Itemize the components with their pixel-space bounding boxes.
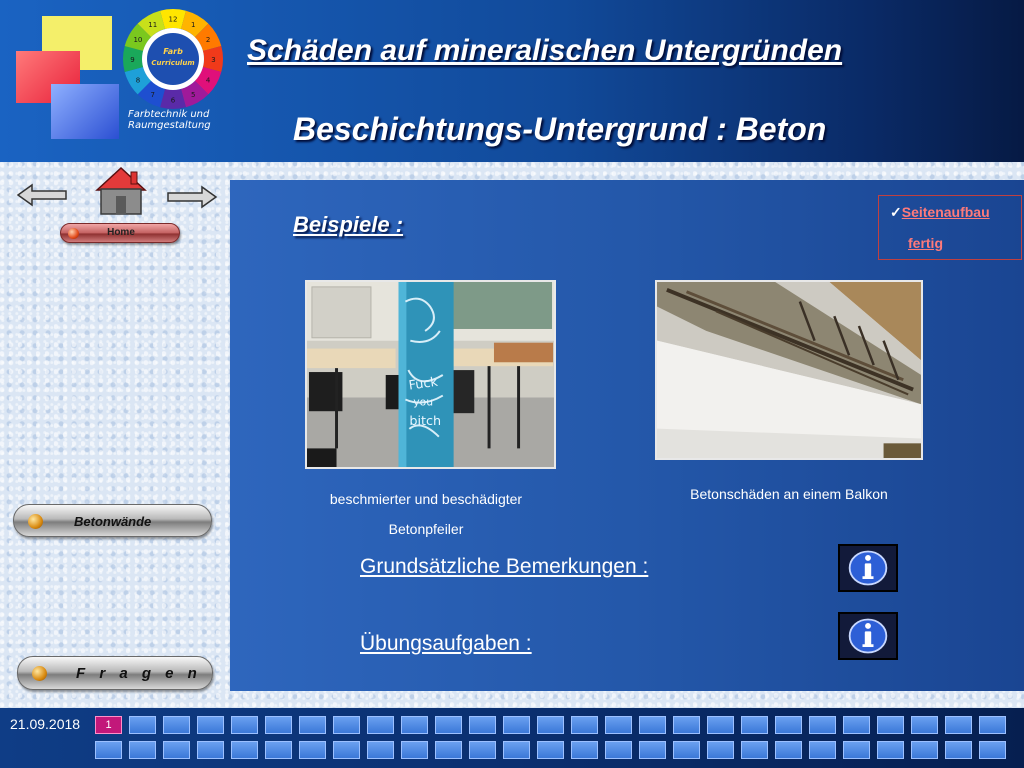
logo-wheel-number: 4 xyxy=(205,76,211,85)
page-nav-cell[interactable] xyxy=(537,716,564,734)
status-seitenaufbau-label: Seitenaufbau xyxy=(901,204,990,220)
logo-wheel-number: 11 xyxy=(148,20,158,29)
page-nav-cell[interactable] xyxy=(979,741,1006,759)
page-nav-cell[interactable] xyxy=(435,716,462,734)
info-icon[interactable] xyxy=(838,612,898,660)
svg-text:Fuck: Fuck xyxy=(407,374,439,394)
page-nav-cell[interactable] xyxy=(95,741,122,759)
page-nav-cell[interactable] xyxy=(469,716,496,734)
page-nav-current[interactable]: 1 xyxy=(95,716,122,734)
logo-wheel-number: 10 xyxy=(133,35,143,44)
bullet-icon xyxy=(32,666,47,681)
page-nav-cell[interactable] xyxy=(639,741,666,759)
status-seitenaufbau[interactable] xyxy=(890,204,990,221)
status-fertig[interactable]: fertig xyxy=(908,235,943,251)
logo-wheel-number: 9 xyxy=(130,56,135,64)
page-nav-cell[interactable] xyxy=(639,716,666,734)
page-nav-cell[interactable] xyxy=(231,741,258,759)
page-nav-cell[interactable] xyxy=(673,716,700,734)
page-nav-cell[interactable] xyxy=(163,741,190,759)
page-nav-cell[interactable] xyxy=(945,716,972,734)
bullet-icon xyxy=(28,514,43,529)
page-nav-cell[interactable] xyxy=(843,741,870,759)
page-nav-cell[interactable] xyxy=(979,716,1006,734)
logo-wheel-number: 2 xyxy=(205,35,211,44)
info-icon[interactable] xyxy=(838,544,898,592)
page-nav-cell[interactable] xyxy=(571,716,598,734)
arrow-right-icon[interactable] xyxy=(166,185,218,209)
arrow-left-icon[interactable] xyxy=(16,183,68,207)
page-nav-cell[interactable] xyxy=(537,741,564,759)
betonwaende-button-label: Betonwände xyxy=(74,514,152,529)
page-subtitle: Beschichtungs-Untergrund : Beton xyxy=(293,111,827,147)
betonwaende-button[interactable] xyxy=(13,504,212,537)
logo-wheel-number: 8 xyxy=(135,76,141,85)
page-nav-cell[interactable] xyxy=(299,741,326,759)
logo-caption-line2: Raumgestaltung xyxy=(128,120,211,131)
page-nav-cell[interactable] xyxy=(809,716,836,734)
page-nav-cell[interactable] xyxy=(571,741,598,759)
page-nav-row-1 xyxy=(95,716,1006,734)
page-nav-cell[interactable] xyxy=(707,741,734,759)
page-nav-cell[interactable] xyxy=(367,741,394,759)
page-nav-cell[interactable] xyxy=(299,716,326,734)
page-nav-cell[interactable] xyxy=(197,741,224,759)
page-nav-cell[interactable] xyxy=(877,716,904,734)
date-label: 21.09.2018 xyxy=(10,716,81,732)
page-nav-cell[interactable] xyxy=(877,741,904,759)
logo-wheel-number: 1 xyxy=(191,20,196,29)
page-title: Schäden auf mineralischen Untergründen xyxy=(247,34,843,67)
page-nav-cell[interactable] xyxy=(367,716,394,734)
page-nav-cell[interactable] xyxy=(911,716,938,734)
photo-betonpfeiler xyxy=(305,280,556,469)
page-nav-cell[interactable] xyxy=(197,716,224,734)
svg-text:you: you xyxy=(413,395,434,409)
decor-square-blue xyxy=(51,84,119,139)
caption-balkon: Betonschäden an einem Balkon xyxy=(690,486,888,502)
page-nav-cell[interactable] xyxy=(163,716,190,734)
page-nav-cell[interactable] xyxy=(775,741,802,759)
uebungsaufgaben-link[interactable]: Übungsaufgaben : xyxy=(360,632,532,655)
fragen-button[interactable] xyxy=(17,656,213,690)
home-button[interactable] xyxy=(60,223,180,243)
beispiele-heading: Beispiele : xyxy=(293,212,404,237)
logo-wheel-number: 5 xyxy=(191,91,196,100)
logo-caption-line1: Farbtechnik und xyxy=(128,109,210,120)
page-nav-cell[interactable] xyxy=(469,741,496,759)
page-nav-row-2 xyxy=(95,741,1006,759)
page-nav-cell[interactable] xyxy=(333,716,360,734)
logo-text-farb: Farb xyxy=(163,47,183,56)
page-nav-cell[interactable] xyxy=(673,741,700,759)
svg-text:bitch: bitch xyxy=(409,413,442,429)
page-nav-cell[interactable] xyxy=(843,716,870,734)
logo-caption xyxy=(128,109,228,131)
caption-betonpfeiler-line2: Betonpfeiler xyxy=(388,521,464,537)
photo-balkon xyxy=(655,280,923,460)
page-nav-cell[interactable] xyxy=(265,716,292,734)
farb-curriculum-logo xyxy=(122,8,224,110)
page-nav-cell[interactable] xyxy=(707,716,734,734)
fragen-button-label: F r a g e n xyxy=(76,665,202,682)
logo-wheel-number: 6 xyxy=(170,96,176,105)
page-nav-cell[interactable] xyxy=(231,716,258,734)
page-nav-cell[interactable] xyxy=(809,741,836,759)
page-nav-cell[interactable] xyxy=(333,741,360,759)
logo-text-curriculum: Curriculum xyxy=(151,59,195,67)
page-nav-cell[interactable] xyxy=(401,741,428,759)
page-nav-cell[interactable] xyxy=(605,741,632,759)
logo-wheel-number: 7 xyxy=(150,91,155,100)
page-nav-cell[interactable] xyxy=(775,716,802,734)
page-nav-cell[interactable] xyxy=(741,716,768,734)
page-nav-cell[interactable] xyxy=(503,741,530,759)
page-nav-cell[interactable] xyxy=(911,741,938,759)
page-nav-cell[interactable] xyxy=(605,716,632,734)
logo-wheel-number: 12 xyxy=(168,15,178,24)
house-icon[interactable] xyxy=(94,166,148,216)
page-nav-cell[interactable] xyxy=(503,716,530,734)
caption-betonpfeiler xyxy=(300,484,552,544)
page-nav-cell[interactable] xyxy=(741,741,768,759)
page-nav-cell[interactable] xyxy=(401,716,428,734)
page-nav-cell[interactable] xyxy=(435,741,462,759)
page-nav-cell[interactable] xyxy=(265,741,292,759)
logo-wheel-number: 3 xyxy=(211,56,216,64)
page-nav-cell[interactable] xyxy=(129,741,156,759)
page-nav-cell[interactable] xyxy=(129,716,156,734)
grundsaetzliche-bemerkungen-link[interactable]: Grundsätzliche Bemerkungen : xyxy=(360,555,649,578)
check-icon: ✓ xyxy=(890,204,902,220)
home-button-label: Home xyxy=(107,227,135,238)
page-nav-cell[interactable] xyxy=(945,741,972,759)
caption-betonpfeiler-line1: beschmierter und beschädigter xyxy=(329,491,523,507)
